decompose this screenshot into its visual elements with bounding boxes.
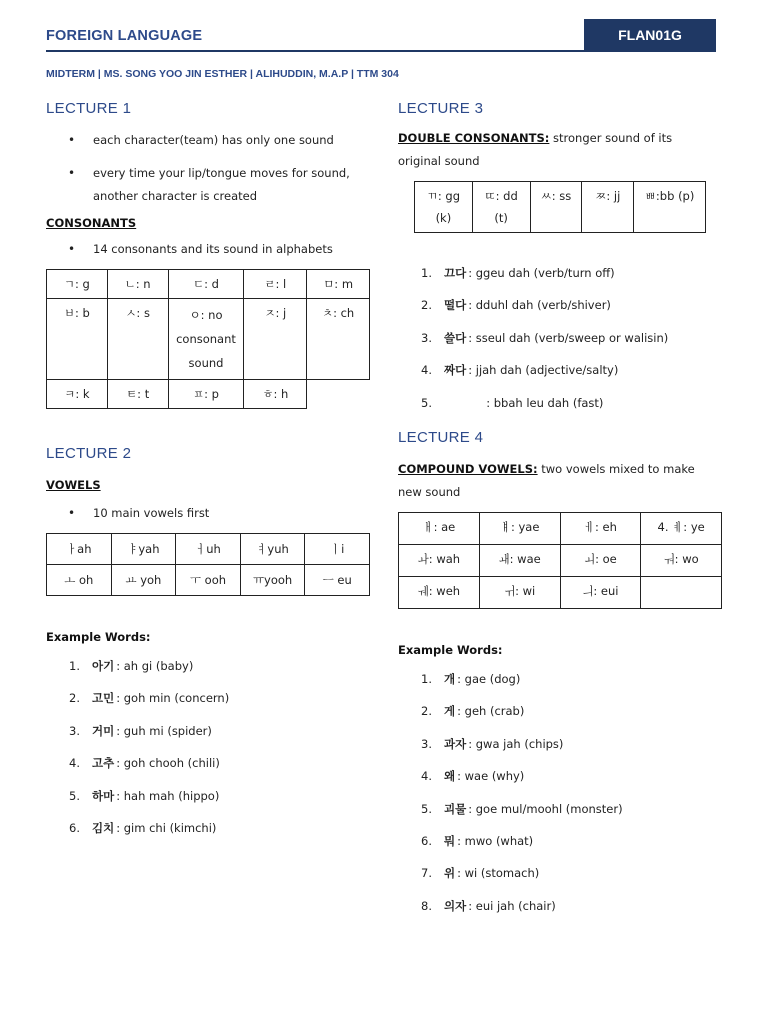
table-row — [399, 513, 722, 545]
list-item — [421, 695, 718, 727]
word-description: : wi (stomach) — [457, 866, 540, 881]
list-item — [69, 715, 376, 747]
double-consonants-description — [398, 127, 718, 173]
korean-word: 과자 — [444, 736, 467, 751]
list-item: • each character(team) has only one sound — [46, 129, 376, 152]
list-item: • every time your lip/tongue moves for sound, another character is created — [46, 162, 376, 208]
list-number: 5. — [69, 788, 80, 803]
vowels-heading: VOWELS — [46, 478, 101, 492]
table-cell: ㅇ: no consonant sound — [168, 299, 244, 380]
table-cell: ㅌ: t — [107, 380, 168, 409]
korean-word: 아기 — [92, 659, 115, 673]
table-cell: ㅋ: k — [47, 380, 108, 409]
list-item — [69, 780, 376, 812]
table-cell: 4. ㅖ: ye — [641, 513, 722, 545]
list-item — [421, 760, 718, 792]
word-description: : mwo (what) — [457, 834, 534, 849]
consonants-table — [46, 269, 370, 409]
document-subtitle: MIDTERM | MS. SONG YOO JIN ESTHER | ALIHUDDIN, M.A.P | TTM 304 — [46, 68, 399, 80]
lecture-4-examples — [398, 663, 718, 922]
compound-vowels-text: two vowels mixed to make new sound — [398, 462, 695, 500]
korean-word: 개 — [444, 672, 456, 687]
vowels-bullets — [46, 502, 376, 525]
table-row — [47, 534, 370, 565]
table-cell: ㄱ: g — [47, 270, 108, 299]
word-description: : ah gi (baby) — [116, 659, 194, 673]
korean-word: 위 — [444, 866, 456, 881]
list-number: 1. — [421, 672, 432, 687]
table-cell: ㅣi — [305, 534, 370, 565]
table-cell: ㄴ: n — [107, 270, 168, 299]
korean-word: 떨다 — [444, 298, 467, 313]
list-number: 4. — [421, 363, 432, 378]
table-cell: ㅢ: eui — [560, 577, 641, 609]
table-cell: ㅊ: ch — [307, 299, 370, 380]
table-row — [399, 545, 722, 577]
table-cell: ㅆ: ss — [530, 182, 582, 233]
korean-word: 하마 — [92, 788, 115, 803]
double-consonants-text: stronger sound of its original sound — [398, 131, 673, 168]
list-item: • 14 consonants and its sound in alphabets — [46, 238, 376, 261]
word-description: : goh chooh (chili) — [116, 756, 220, 771]
word-description: : bbah leu dah (fast) — [446, 395, 604, 410]
list-item — [421, 793, 718, 825]
table-cell: ㅗ oh — [47, 565, 112, 596]
course-code-badge: FLAN01G — [584, 19, 716, 51]
table-cell: ㅒ: yae — [479, 513, 560, 545]
table-cell: ㅛ yoh — [111, 565, 176, 596]
table-cell: ㅍ: p — [168, 380, 244, 409]
table-cell: ㄸ: dd (t) — [472, 182, 530, 233]
list-number: 4. — [69, 756, 80, 771]
list-number: 4. — [421, 769, 432, 784]
list-item — [421, 890, 718, 922]
list-number: 2. — [421, 704, 432, 719]
table-cell-empty — [307, 380, 370, 409]
list-item — [69, 747, 376, 779]
table-cell: ㅘ: wah — [399, 545, 480, 577]
list-item — [421, 728, 718, 760]
table-cell: ㅏah — [47, 534, 112, 565]
list-number: 3. — [421, 736, 432, 751]
word-description: : sseul dah (verb/sweep or walisin) — [468, 330, 669, 345]
list-item — [69, 682, 376, 714]
table-cell: ㅝ: wo — [641, 545, 722, 577]
lecture-4-title: LECTURE 4 — [398, 429, 484, 447]
table-cell — [641, 577, 722, 609]
right-column — [398, 100, 718, 922]
list-number: 5. — [421, 395, 432, 410]
korean-word: 게 — [444, 704, 456, 719]
table-row — [415, 182, 706, 233]
table-cell: ㅠyooh — [240, 565, 305, 596]
table-row — [399, 577, 722, 609]
table-cell: ㅞ: weh — [399, 577, 480, 609]
word-description: : eui jah (chair) — [468, 898, 556, 913]
list-item — [421, 857, 718, 889]
word-description: : dduhl dah (verb/shiver) — [468, 298, 611, 313]
table-cell: ㅈ: j — [244, 299, 307, 380]
korean-word: 괴물 — [444, 801, 467, 816]
list-number: 1. — [421, 266, 432, 280]
table-cell: ㅚ: oe — [560, 545, 641, 577]
list-number: 2. — [421, 298, 432, 313]
word-description: : goh min (concern) — [116, 691, 230, 706]
list-number: 5. — [421, 801, 432, 816]
list-number: 3. — [421, 330, 432, 345]
word-description: : wae (why) — [457, 769, 525, 784]
korean-word: 고민 — [92, 691, 115, 706]
list-item — [69, 650, 376, 682]
document-title: FOREIGN LANGUAGE — [46, 28, 203, 44]
word-description: : jjah dah (adjective/salty) — [468, 363, 619, 378]
double-consonants-heading: DOUBLE CONSONANTS: — [398, 131, 550, 145]
header-divider — [46, 50, 716, 52]
lecture-2-examples-heading: Example Words: — [46, 630, 151, 644]
word-description: : gim chi (kimchi) — [116, 821, 217, 836]
list-item — [421, 322, 718, 354]
korean-word: 뭐 — [444, 834, 456, 849]
list-item — [421, 354, 718, 386]
list-item — [421, 257, 718, 289]
table-cell: ㅂ: b — [47, 299, 108, 380]
lecture-4-examples-heading: Example Words: — [398, 643, 503, 658]
list-number: 7. — [421, 866, 432, 881]
table-cell: ㅕyuh — [240, 534, 305, 565]
table-cell: ㅁ: m — [307, 270, 370, 299]
table-row — [47, 380, 370, 409]
lecture-2-title: LECTURE 2 — [46, 445, 132, 462]
table-cell: ㅑyah — [111, 534, 176, 565]
word-description: : gwa jah (chips) — [468, 736, 564, 751]
list-item — [421, 825, 718, 857]
table-cell: ㅎ: h — [244, 380, 307, 409]
korean-word: 의자 — [444, 898, 467, 913]
list-number: 6. — [69, 821, 80, 836]
double-consonants-table — [414, 181, 706, 233]
word-description: : guh mi (spider) — [116, 723, 212, 738]
left-column — [46, 100, 376, 844]
word-description: : geh (crab) — [457, 704, 525, 719]
consonants-heading: CONSONANTS — [46, 216, 137, 230]
word-description: : ggeu dah (verb/turn off) — [468, 266, 615, 280]
lecture-2-examples — [46, 650, 376, 844]
consonants-bullets — [46, 238, 376, 261]
table-cell: ㄲ: gg (k) — [415, 182, 473, 233]
lecture-3-title: LECTURE 3 — [398, 100, 484, 117]
korean-word: 쓸다 — [444, 330, 467, 345]
table-cell: ㅜ ooh — [176, 565, 241, 596]
korean-word: 김치 — [92, 821, 115, 836]
table-row — [47, 270, 370, 299]
table-cell: ㅙ: wae — [479, 545, 560, 577]
word-description: : goe mul/moohl (monster) — [468, 801, 623, 816]
lecture-1-title: LECTURE 1 — [46, 100, 132, 117]
table-row — [47, 299, 370, 380]
list-number: 2. — [69, 691, 80, 706]
list-number: 3. — [69, 723, 80, 738]
word-description: : hah mah (hippo) — [116, 788, 220, 803]
table-cell: ㅔ: eh — [560, 513, 641, 545]
korean-word: 고추 — [92, 756, 115, 771]
lecture-3-examples — [398, 257, 718, 419]
table-cell: ㅡ eu — [305, 565, 370, 596]
table-cell: ㅅ: s — [107, 299, 168, 380]
list-number: 1. — [69, 659, 80, 673]
vowels-table — [46, 533, 370, 596]
word-description: : gae (dog) — [457, 672, 521, 687]
compound-vowels-description — [398, 458, 718, 504]
list-item — [421, 663, 718, 695]
table-cell: ㅟ: wi — [479, 577, 560, 609]
list-item — [421, 289, 718, 321]
lecture-1-bullets — [46, 129, 376, 208]
table-cell: ㄷ: d — [168, 270, 244, 299]
table-cell: ㄹ: l — [244, 270, 307, 299]
table-cell: ㅐ: ae — [399, 513, 480, 545]
list-item — [421, 387, 718, 419]
list-item — [69, 812, 376, 844]
table-cell: ㅉ: jj — [582, 182, 634, 233]
compound-vowels-table — [398, 512, 722, 609]
korean-word: 거미 — [92, 723, 115, 738]
table-row — [47, 565, 370, 596]
korean-word: 짜다 — [444, 363, 467, 378]
korean-word: 왜 — [444, 769, 456, 784]
list-number: 6. — [421, 834, 432, 849]
list-item: • 10 main vowels first — [46, 502, 376, 525]
korean-word: 끄다 — [444, 266, 467, 280]
list-number: 8. — [421, 898, 432, 913]
table-cell: ㅃ:bb (p) — [634, 182, 706, 233]
table-cell: ㅓuh — [176, 534, 241, 565]
compound-vowels-heading: COMPOUND VOWELS: — [398, 462, 538, 477]
